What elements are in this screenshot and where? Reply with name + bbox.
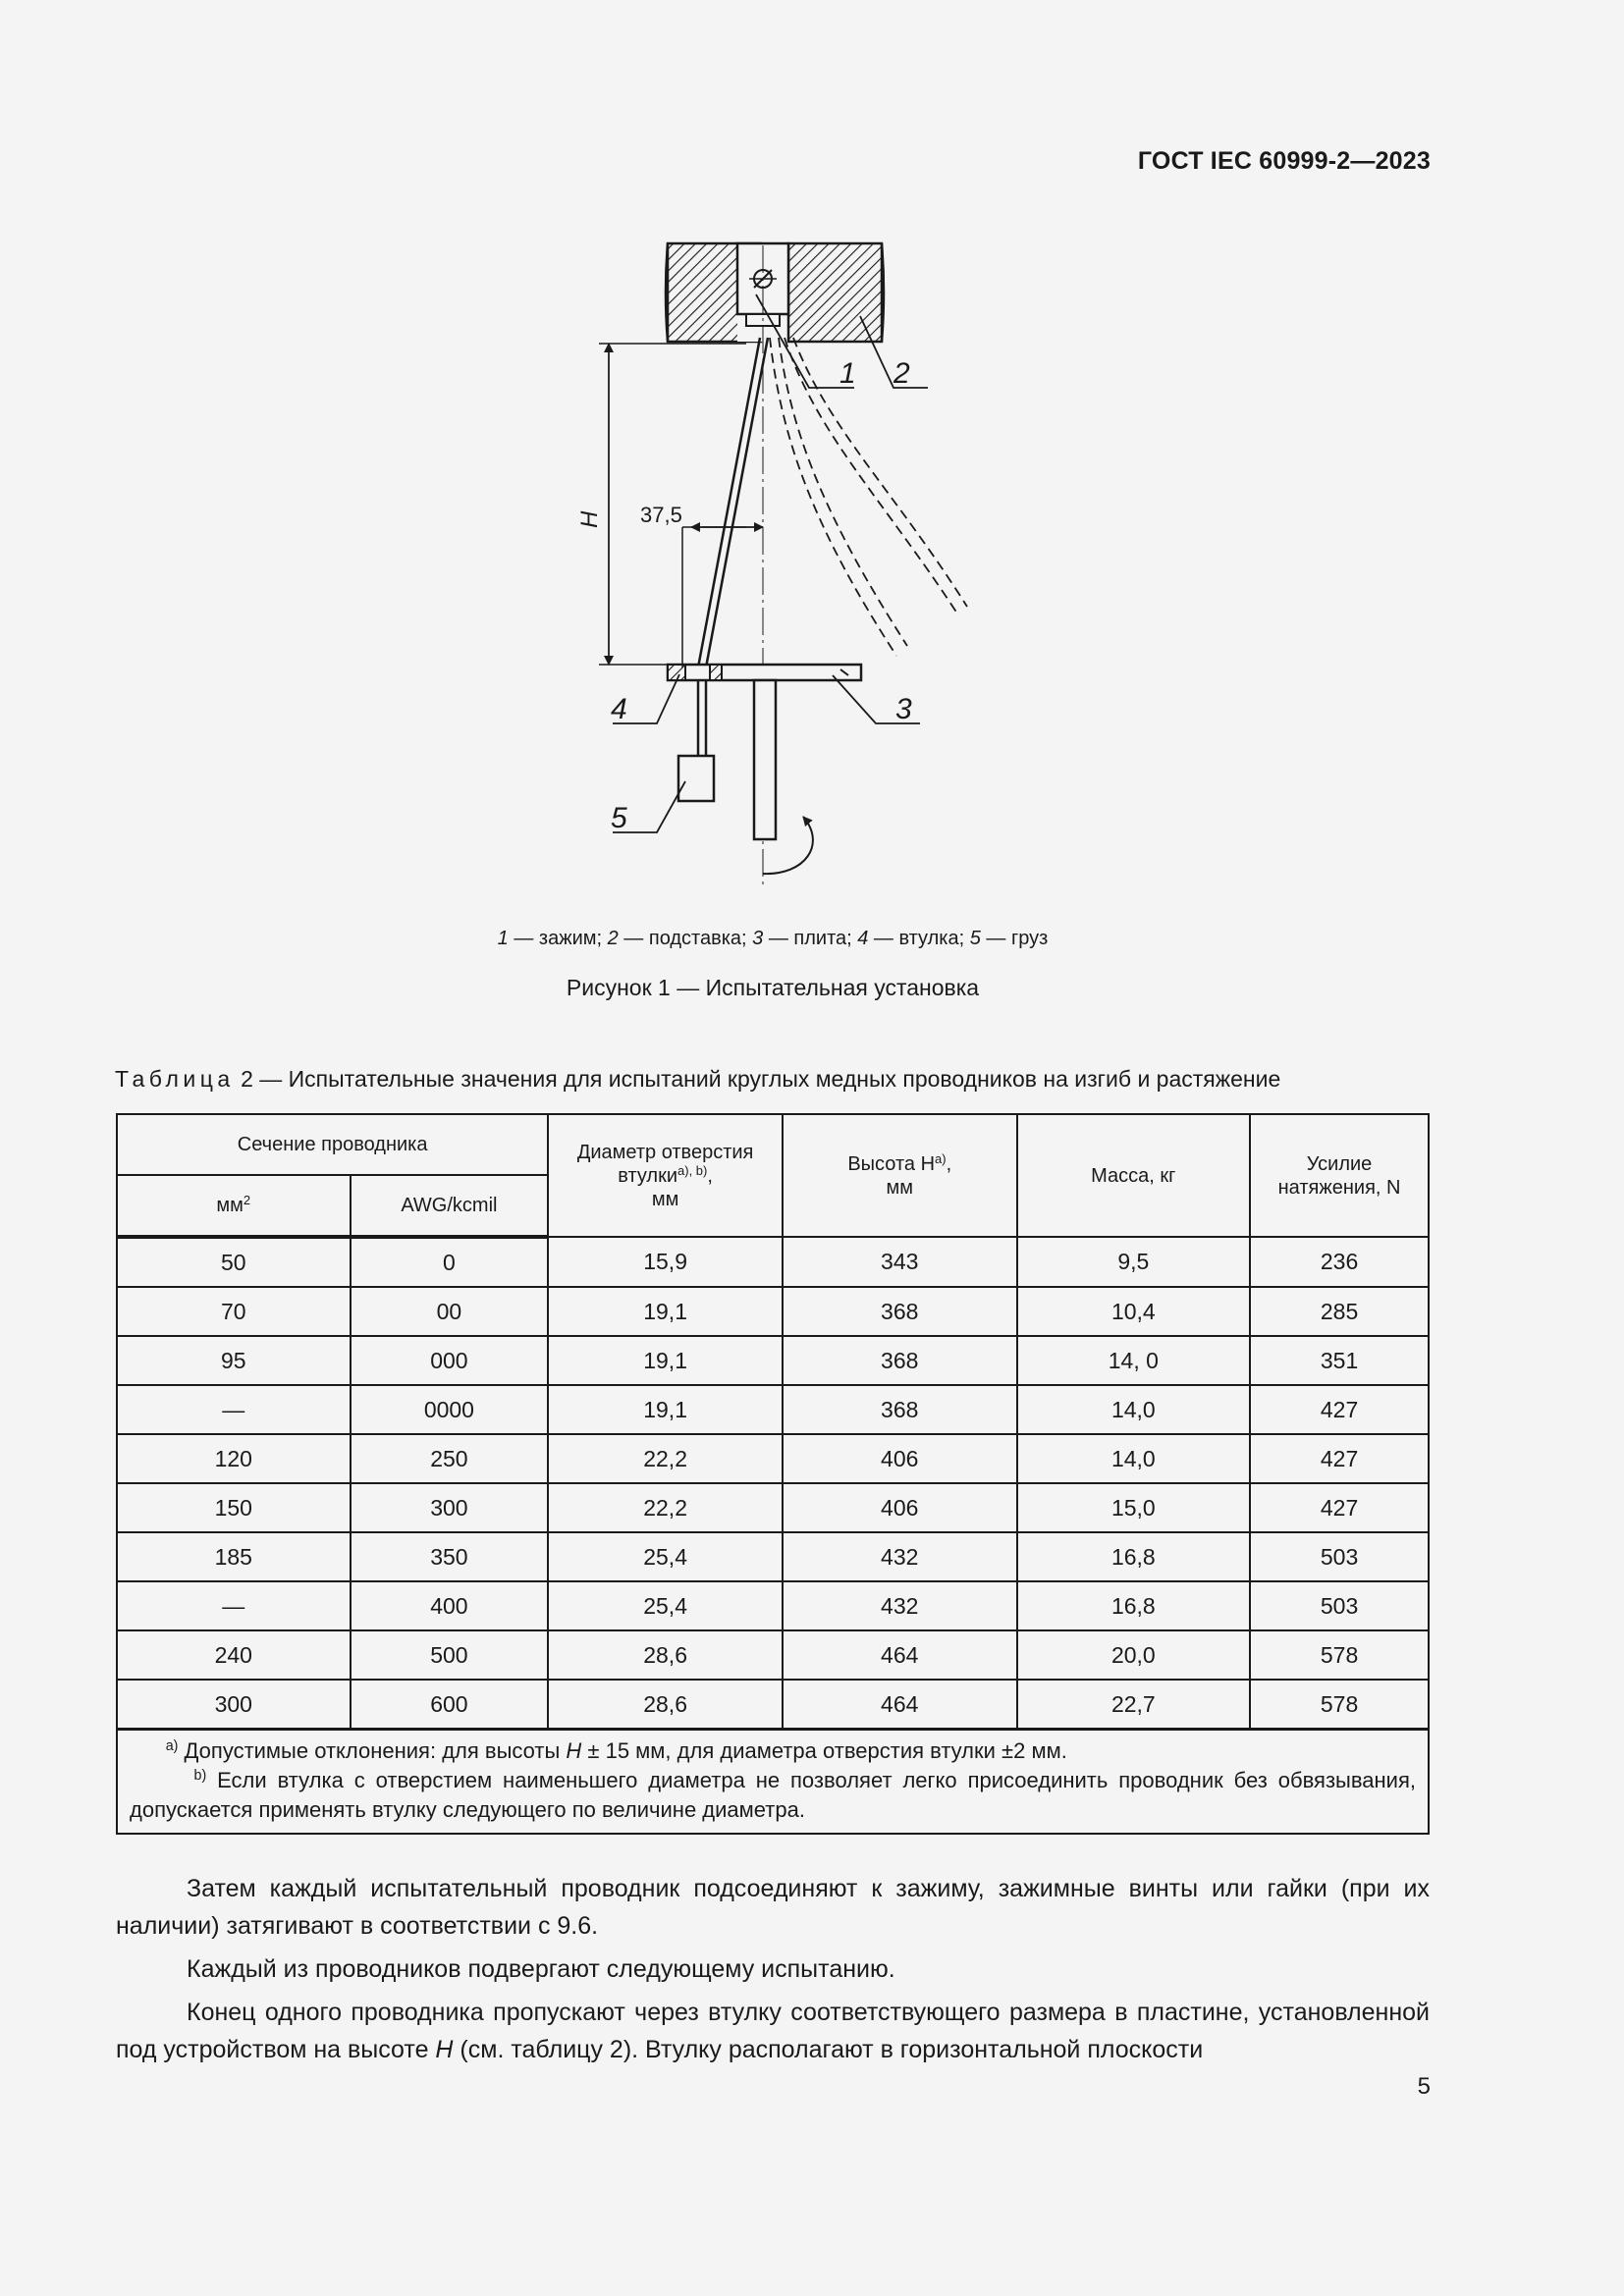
paragraph-3 — [116, 1994, 1430, 2068]
label-4: 4 — [611, 693, 627, 725]
document-id: ГОСТ IEC 60999-2—2023 — [1137, 147, 1431, 175]
cell: 70 — [117, 1287, 351, 1336]
cell: 600 — [351, 1680, 549, 1730]
cell: 406 — [783, 1434, 1017, 1483]
legend-num-2: 2 — [607, 928, 619, 949]
cell: 503 — [1250, 1532, 1429, 1581]
note-a — [130, 1736, 1416, 1766]
note-b-mark: b) — [193, 1768, 207, 1785]
cell: 350 — [351, 1532, 549, 1581]
header-force — [1250, 1114, 1429, 1237]
cell: 427 — [1250, 1434, 1429, 1483]
header-force-l2: натяжения, N — [1277, 1176, 1401, 1199]
table-row — [117, 1434, 1429, 1483]
cell: 15,9 — [548, 1237, 783, 1287]
label-5: 5 — [611, 802, 627, 834]
cell: 427 — [1250, 1385, 1429, 1434]
header-diameter-l3: мм — [651, 1188, 679, 1210]
note-a-post: ± 15 мм, для диаметра отверстия втулки ±2 мм. — [581, 1738, 1067, 1763]
cell: 28,6 — [548, 1680, 783, 1730]
cell: 25,4 — [548, 1532, 783, 1581]
cell: 185 — [117, 1532, 351, 1581]
cell: 351 — [1250, 1336, 1429, 1385]
cell: 432 — [783, 1581, 1017, 1630]
cell: 250 — [351, 1434, 549, 1483]
cell: 16,8 — [1017, 1581, 1251, 1630]
table-title-text: 2 — Испытательные значения для испытаний круглых медных проводников на изгиб и растяжение — [241, 1066, 1281, 1092]
header-diameter-l2: втулки — [618, 1164, 678, 1187]
cell: 343 — [783, 1237, 1017, 1287]
note-a-h: H — [566, 1738, 582, 1763]
cell: 50 — [117, 1237, 351, 1287]
cell: 464 — [783, 1680, 1017, 1730]
legend-text-1: — зажим; — [508, 928, 608, 949]
table-row — [117, 1581, 1429, 1630]
cell: 578 — [1250, 1630, 1429, 1680]
cell: 400 — [351, 1581, 549, 1630]
paragraph-3-b: (см. таблицу 2). Втулку располагают в горизонтальной плоскости — [453, 2036, 1204, 2063]
plate-shaft — [754, 680, 776, 839]
table-row — [117, 1287, 1429, 1336]
cell: 22,7 — [1017, 1680, 1251, 1730]
cell: 150 — [117, 1483, 351, 1532]
label-h: H — [576, 510, 603, 528]
body-text — [116, 1870, 1430, 2074]
cell: 500 — [351, 1630, 549, 1680]
header-mm2 — [117, 1175, 351, 1237]
table-row — [117, 1483, 1429, 1532]
header-force-l1: Усилие — [1306, 1152, 1373, 1175]
table-title — [115, 1066, 1280, 1093]
cell: 285 — [1250, 1287, 1429, 1336]
test-values-table — [116, 1113, 1430, 1835]
cell: 15,0 — [1017, 1483, 1251, 1532]
cell: 10,4 — [1017, 1287, 1251, 1336]
table-row — [117, 1385, 1429, 1434]
table-notes — [117, 1730, 1429, 1835]
cell: 0000 — [351, 1385, 549, 1434]
cell: 19,1 — [548, 1336, 783, 1385]
paragraph-1: Затем каждый испытательный проводник подсоединяют к зажиму, зажимные винты или гайки (при их наличии) затягивают в соответствии с 9.6. — [116, 1875, 1430, 1940]
cell: 9,5 — [1017, 1237, 1251, 1287]
cell: 368 — [783, 1336, 1017, 1385]
label-3: 3 — [895, 693, 912, 725]
header-height-sup: a) — [935, 1150, 947, 1166]
table-row — [117, 1237, 1429, 1287]
note-a-mark: a) — [165, 1738, 179, 1755]
legend-text-2: — подставка; — [618, 928, 753, 949]
cell: 000 — [351, 1336, 549, 1385]
cell: 22,2 — [548, 1434, 783, 1483]
paragraph-3-a: Конец одного проводника пропускают через втулку соответствующего размера в пластине, установленной под устройством на высоте — [116, 1999, 1430, 2063]
legend-text-3: — плита; — [763, 928, 858, 949]
cell: 95 — [117, 1336, 351, 1385]
plate — [668, 665, 861, 680]
note-b-text: Если втулка с отверстием наименьшего диаметра не позволяет легко присоединить проводник без обвязывания, допускается применять втулку следующего по величине диаметра. — [130, 1768, 1416, 1822]
test-setup-diagram — [569, 236, 1001, 903]
note-a-pre: Допустимые отклонения: для высоты — [178, 1738, 567, 1763]
header-diameter-l1: Диаметр отверстия — [576, 1141, 754, 1163]
cell: — — [117, 1385, 351, 1434]
figure-caption: Рисунок 1 — Испытательная установка — [566, 975, 980, 1000]
dimension-37-5 — [682, 527, 763, 667]
cell: 432 — [783, 1532, 1017, 1581]
cell: 368 — [783, 1287, 1017, 1336]
legend-text-4: — втулка; — [868, 928, 970, 949]
header-diameter-l2-end: , — [707, 1164, 713, 1187]
conductor — [698, 338, 768, 667]
label-1: 1 — [839, 357, 856, 390]
figure-legend — [0, 928, 1545, 950]
header-mass: Масса, кг — [1017, 1114, 1251, 1237]
cell: — — [117, 1581, 351, 1630]
cell: 14,0 — [1017, 1385, 1251, 1434]
header-section: Сечение проводника — [117, 1114, 548, 1175]
cell: 14, 0 — [1017, 1336, 1251, 1385]
header-height — [783, 1114, 1017, 1237]
cell: 240 — [117, 1630, 351, 1680]
header-height-end: , — [946, 1152, 952, 1175]
cell: 406 — [783, 1483, 1017, 1532]
cell: 427 — [1250, 1483, 1429, 1532]
table-row — [117, 1680, 1429, 1730]
cell: 14,0 — [1017, 1434, 1251, 1483]
legend-num-5: 5 — [969, 928, 981, 949]
header-height-l1: Высота H — [847, 1152, 936, 1175]
cell: 16,8 — [1017, 1532, 1251, 1581]
legend-num-1: 1 — [497, 928, 509, 949]
cell: 300 — [117, 1680, 351, 1730]
cell: 0 — [351, 1237, 549, 1287]
cell: 578 — [1250, 1680, 1429, 1730]
label-2: 2 — [893, 357, 910, 390]
paragraph-2: Каждый из проводников подвергают следующему испытанию. — [187, 1955, 895, 1983]
legend-num-4: 4 — [857, 928, 869, 949]
cell: 464 — [783, 1630, 1017, 1680]
table-row — [117, 1532, 1429, 1581]
cell: 120 — [117, 1434, 351, 1483]
cell: 19,1 — [548, 1287, 783, 1336]
cell: 368 — [783, 1385, 1017, 1434]
cell: 503 — [1250, 1581, 1429, 1630]
header-mm2-sup: 2 — [243, 1192, 251, 1207]
table-title-prefix: Таблица — [115, 1066, 235, 1092]
cell: 28,6 — [548, 1630, 783, 1680]
legend-num-3: 3 — [752, 928, 764, 949]
cell: 25,4 — [548, 1581, 783, 1630]
note-b — [130, 1766, 1416, 1825]
header-diameter-sup: a), b) — [677, 1162, 708, 1178]
table-row — [117, 1336, 1429, 1385]
header-mm2-base: мм — [216, 1195, 244, 1216]
table-notes-row — [117, 1730, 1429, 1835]
cell: 22,2 — [548, 1483, 783, 1532]
paragraph-3-h: H — [435, 2036, 454, 2063]
header-height-l2: мм — [886, 1176, 913, 1199]
header-diameter — [548, 1114, 783, 1237]
label-dimension: 37,5 — [640, 503, 682, 527]
page-number: 5 — [1417, 2073, 1431, 2100]
cell: 236 — [1250, 1237, 1429, 1287]
legend-text-5: — груз — [980, 928, 1049, 949]
table-row — [117, 1630, 1429, 1680]
cell: 19,1 — [548, 1385, 783, 1434]
conductor-bent-positions — [770, 338, 967, 656]
cell: 300 — [351, 1483, 549, 1532]
header-awg: AWG/kcmil — [351, 1175, 549, 1237]
cell: 00 — [351, 1287, 549, 1336]
cell: 20,0 — [1017, 1630, 1251, 1680]
